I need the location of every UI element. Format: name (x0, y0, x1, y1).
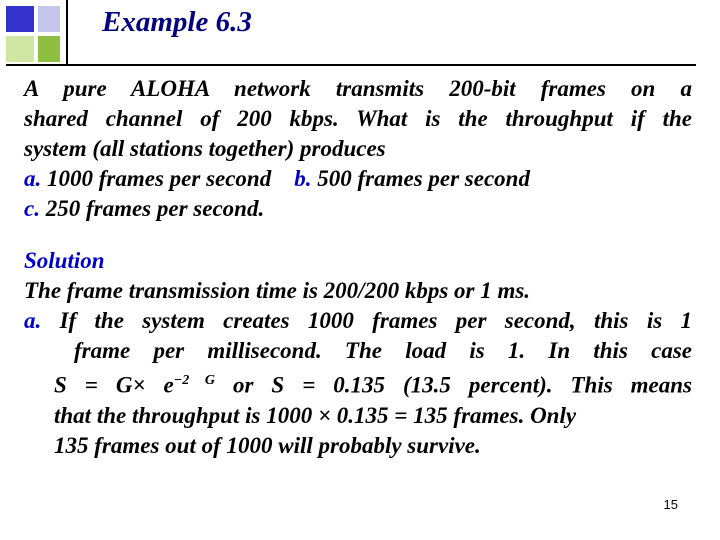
section-spacer (24, 224, 692, 246)
title-underline-rule (6, 64, 696, 66)
solution-a-line-5: 135 frames out of 1000 will probably survive. (54, 432, 481, 458)
option-a-text: 1000 frames per second (47, 166, 272, 191)
solution-formula-line (24, 366, 692, 401)
slide-body (24, 74, 692, 461)
solution-a-line-1 (24, 306, 692, 336)
decorative-square-lightgreen (6, 36, 34, 62)
solution-a-text-1: If the system creates 1000 frames per second, this is 1 (59, 308, 693, 333)
problem-option-c (24, 194, 692, 224)
solution-a-line-2: frame per millisecond. The load is 1. In this case (74, 338, 692, 363)
option-b-text: 500 frames per second (317, 166, 530, 191)
title-vertical-rule (66, 0, 68, 64)
solution-a-line-4: that the throughput is 1000 × 0.135 = 135 frames. Only (54, 402, 577, 428)
page-number: 15 (663, 497, 678, 512)
solution-a-label: a. (24, 308, 42, 333)
problem-options-ab (24, 164, 692, 194)
formula-exponent: −2 G (173, 373, 216, 388)
decorative-square-green (38, 36, 60, 62)
formula-s: S = G× e (54, 372, 174, 398)
problem-line-3: system (all stations together) produces (24, 136, 386, 161)
option-c-text: 250 frames per second. (45, 196, 265, 221)
option-b-label: b. (294, 166, 312, 191)
formula-rest: or S = 0.135 (13.5 percent). This means (233, 372, 692, 398)
solution-line-1: The frame transmission time is 200/200 kbps or 1 ms. (24, 278, 531, 303)
solution-heading: Solution (24, 248, 105, 273)
slide-title: Example 6.3 (102, 6, 252, 38)
option-c-label: c. (24, 196, 40, 221)
option-a-label: a. (24, 166, 42, 191)
problem-line-1: A pure ALOHA network transmits 200-bit frames on a (24, 76, 692, 101)
decorative-square-lavender (38, 6, 60, 32)
problem-line-2: shared channel of 200 kbps. What is the throughput if the (24, 106, 692, 131)
decorative-square-blue (6, 6, 34, 32)
